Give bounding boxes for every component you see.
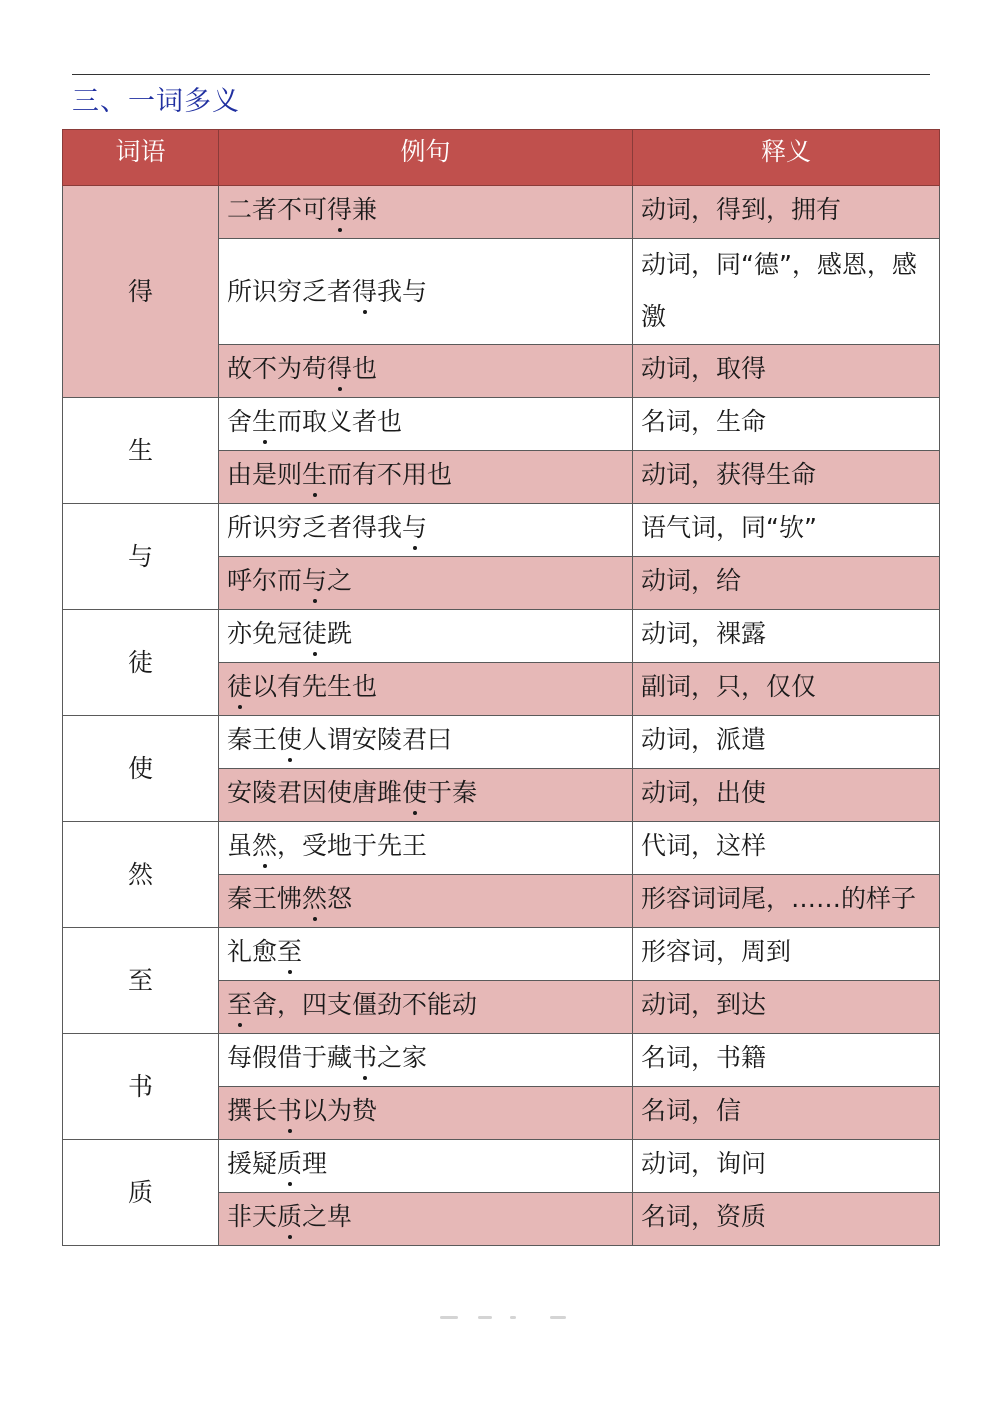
example-text-after: 之卑 xyxy=(302,1202,353,1231)
example-cell xyxy=(219,822,633,875)
definition-cell: 动词，询问 xyxy=(633,1140,940,1193)
example-cell xyxy=(219,345,633,398)
example-text-after: 以有先生也 xyxy=(252,672,378,701)
example-text-after: 怒 xyxy=(327,884,353,913)
example-text-after: 兼 xyxy=(352,195,378,224)
definition-cell: 动词，取得 xyxy=(633,345,940,398)
header-example: 例句 xyxy=(219,130,633,186)
example-cell xyxy=(219,981,633,1034)
table-row xyxy=(63,1034,940,1087)
example-text-before: 每假借于藏 xyxy=(227,1043,353,1072)
example-text-after: 跣 xyxy=(327,619,353,648)
section-title: 三、一词多义 xyxy=(72,86,240,117)
example-cell xyxy=(219,663,633,716)
example-text-after: 我与 xyxy=(377,276,428,306)
definition-cell: 语气词，同“欤” xyxy=(633,504,940,557)
table-body xyxy=(63,186,940,1246)
example-key-character: 至 xyxy=(227,987,252,1023)
example-text-before: 礼愈 xyxy=(227,937,278,966)
example-cell xyxy=(219,875,633,928)
definition-cell: 形容词词尾，……的样子 xyxy=(633,875,940,928)
table-row xyxy=(63,186,940,239)
example-key-character: 得 xyxy=(352,274,377,310)
example-cell xyxy=(219,769,633,822)
word-cell: 生 xyxy=(63,398,219,504)
definition-cell: 形容词，周到 xyxy=(633,928,940,981)
example-cell xyxy=(219,239,633,345)
word-cell: 使 xyxy=(63,716,219,822)
word-cell: 得 xyxy=(63,186,219,398)
example-cell xyxy=(219,451,633,504)
table-row xyxy=(63,716,940,769)
definition-cell: 名词，信 xyxy=(633,1087,940,1140)
word-cell: 与 xyxy=(63,504,219,610)
definition-cell: 动词，出使 xyxy=(633,769,940,822)
example-text-after: 舍，四支僵劲不能动 xyxy=(252,990,478,1019)
example-key-character: 质 xyxy=(277,1146,302,1182)
footer-watermark xyxy=(430,1312,590,1324)
word-cell: 至 xyxy=(63,928,219,1034)
definition-cell: 动词，裸露 xyxy=(633,610,940,663)
definition-cell: 动词，同“德”，感恩，感激 xyxy=(633,239,940,345)
definition-cell: 动词，派遣 xyxy=(633,716,940,769)
example-cell xyxy=(219,610,633,663)
word-cell: 质 xyxy=(63,1140,219,1246)
example-key-character: 然 xyxy=(252,828,277,864)
example-text-after: 也 xyxy=(352,354,378,383)
example-text-before: 撰长 xyxy=(227,1096,278,1125)
example-key-character: 至 xyxy=(277,934,302,970)
example-text-after: 于秦 xyxy=(427,778,478,807)
example-key-character: 与 xyxy=(402,510,427,546)
example-key-character: 得 xyxy=(327,192,352,228)
example-text-before: 援疑 xyxy=(227,1149,278,1178)
definition-cell: 名词，资质 xyxy=(633,1193,940,1246)
example-text-before: 舍 xyxy=(227,407,253,436)
example-key-character: 质 xyxy=(277,1199,302,1235)
table-row xyxy=(63,504,940,557)
example-text-after: 而有不用也 xyxy=(327,460,453,489)
example-cell xyxy=(219,186,633,239)
example-cell xyxy=(219,1140,633,1193)
example-key-character: 徒 xyxy=(227,669,252,705)
example-key-character: 生 xyxy=(252,404,277,440)
example-text-before: 所识穷乏者得我 xyxy=(227,513,403,542)
definition-cell: 动词，到达 xyxy=(633,981,940,1034)
table-row xyxy=(63,928,940,981)
table-row xyxy=(63,398,940,451)
word-cell: 书 xyxy=(63,1034,219,1140)
example-key-character: 使 xyxy=(277,722,302,758)
example-key-character: 书 xyxy=(277,1093,302,1129)
example-text-after: 之 xyxy=(327,566,353,595)
word-cell: 然 xyxy=(63,822,219,928)
example-text-before: 秦王 xyxy=(227,725,278,754)
example-key-character: 然 xyxy=(302,881,327,917)
word-cell: 徒 xyxy=(63,610,219,716)
example-text-after: 而取义者也 xyxy=(277,407,403,436)
example-text-before: 二者不可 xyxy=(227,195,328,224)
example-cell xyxy=(219,716,633,769)
top-rule xyxy=(72,74,930,75)
example-text-before: 呼尔而 xyxy=(227,566,303,595)
example-key-character: 生 xyxy=(302,457,327,493)
definition-cell: 动词，得到，拥有 xyxy=(633,186,940,239)
header-word: 词语 xyxy=(63,130,219,186)
example-key-character: 书 xyxy=(352,1040,377,1076)
header-definition: 释义 xyxy=(633,130,940,186)
example-text-before: 虽 xyxy=(227,831,253,860)
table-header-row xyxy=(63,130,940,186)
table-row xyxy=(63,1140,940,1193)
example-text-after: ，受地于先王 xyxy=(277,831,428,860)
example-text-before: 故不为苟 xyxy=(227,354,328,383)
example-key-character: 得 xyxy=(327,351,352,387)
example-cell xyxy=(219,504,633,557)
example-key-character: 徒 xyxy=(302,616,327,652)
example-text-after: 以为贽 xyxy=(302,1096,378,1125)
example-key-character: 使 xyxy=(402,775,427,811)
example-text-before: 非天 xyxy=(227,1202,278,1231)
example-text-before: 安陵君因使唐雎 xyxy=(227,778,403,807)
example-cell xyxy=(219,1193,633,1246)
table-row xyxy=(63,610,940,663)
example-text-before: 秦王怫 xyxy=(227,884,303,913)
example-text-before: 亦免冠 xyxy=(227,619,303,648)
definition-cell: 名词，生命 xyxy=(633,398,940,451)
polysemy-table xyxy=(62,129,940,1246)
example-text-after: 理 xyxy=(302,1149,328,1178)
definition-cell: 名词，书籍 xyxy=(633,1034,940,1087)
example-text-before: 所识穷乏者 xyxy=(227,276,353,306)
definition-cell: 副词，只，仅仅 xyxy=(633,663,940,716)
definition-cell: 代词，这样 xyxy=(633,822,940,875)
example-cell xyxy=(219,1034,633,1087)
example-cell xyxy=(219,398,633,451)
definition-cell: 动词，获得生命 xyxy=(633,451,940,504)
table-row xyxy=(63,822,940,875)
example-cell xyxy=(219,557,633,610)
example-cell xyxy=(219,928,633,981)
example-text-after: 人谓安陵君曰 xyxy=(302,725,453,754)
example-text-before: 由是则 xyxy=(227,460,303,489)
definition-cell: 动词，给 xyxy=(633,557,940,610)
example-key-character: 与 xyxy=(302,563,327,599)
example-cell xyxy=(219,1087,633,1140)
example-text-after: 之家 xyxy=(377,1043,428,1072)
